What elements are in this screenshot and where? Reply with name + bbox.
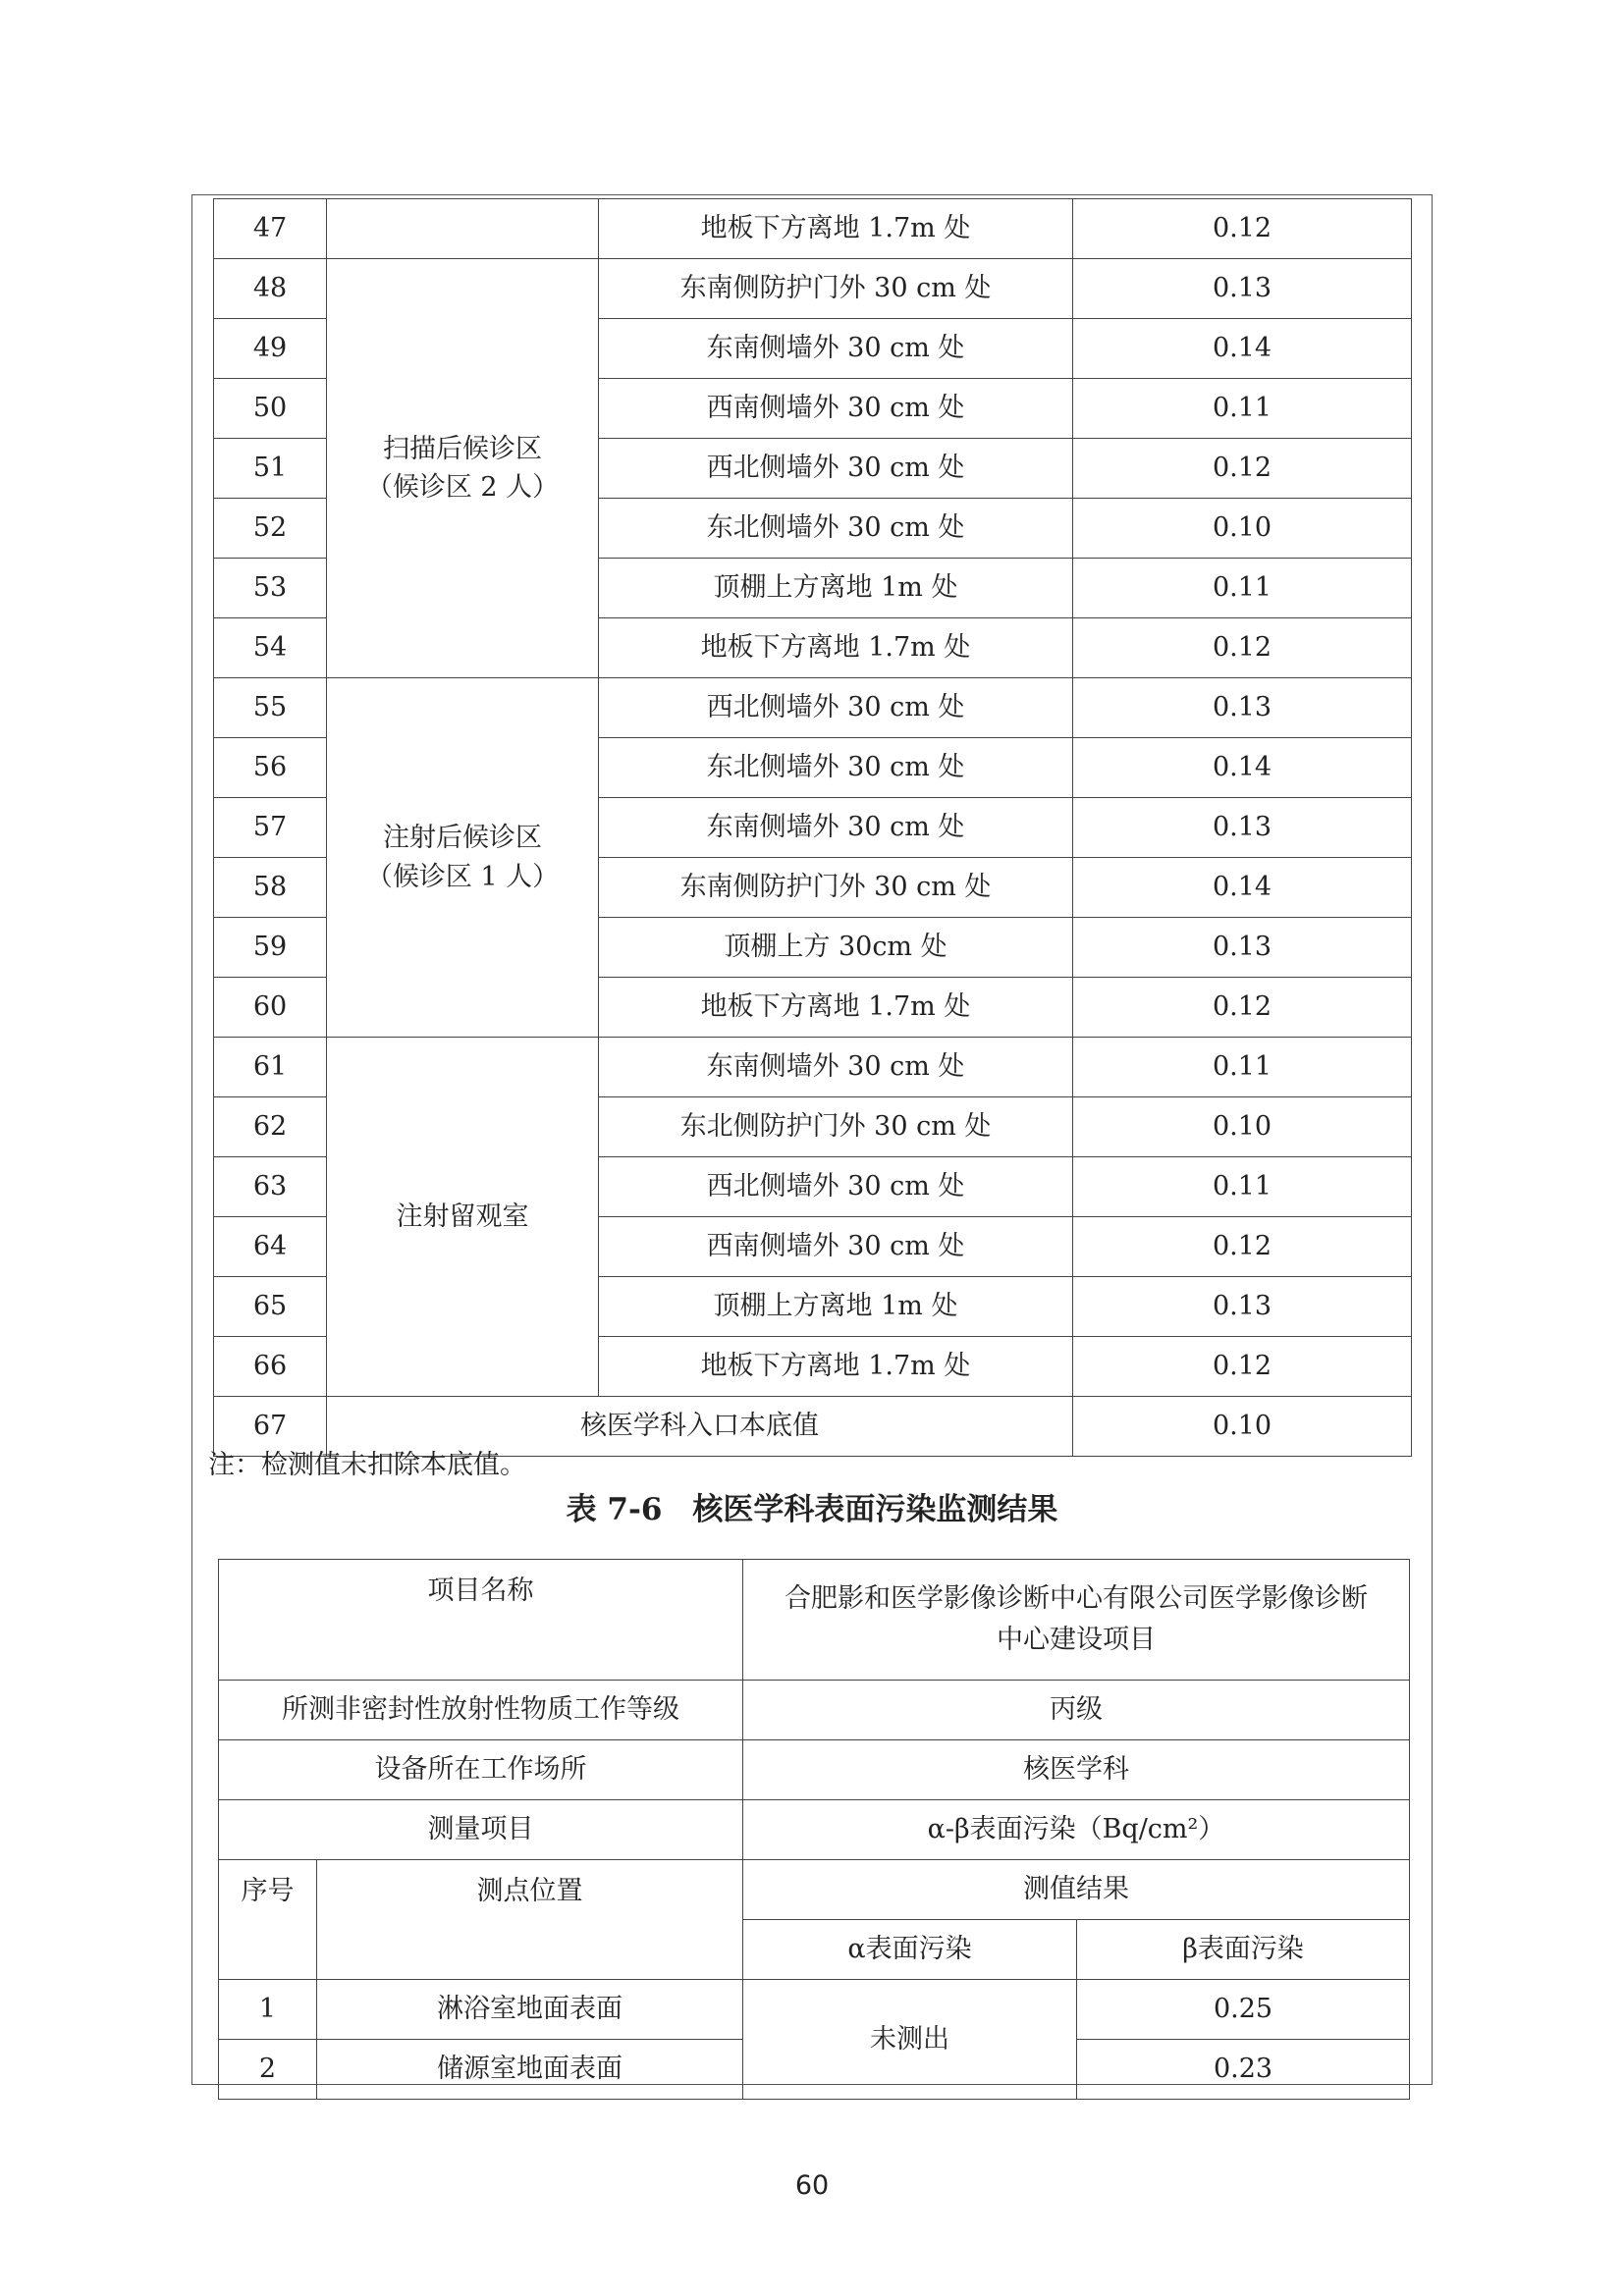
row-number: 57: [214, 798, 327, 858]
point-location: 东南侧墙外 30 cm 处: [599, 1038, 1073, 1097]
row-number: 56: [214, 738, 327, 798]
table-header-row: [219, 1860, 1410, 1920]
point-location: 西北侧墙外 30 cm 处: [599, 678, 1073, 738]
measured-value: 0.14: [1073, 319, 1412, 379]
row-number: 50: [214, 379, 327, 439]
alpha-result: 未测出: [743, 1980, 1077, 2100]
point-location: 东南侧墙外 30 cm 处: [599, 319, 1073, 379]
workplace-label: 设备所在工作场所: [219, 1740, 743, 1800]
point-location: 东南侧防护门外 30 cm 处: [599, 858, 1073, 918]
row-number: 49: [214, 319, 327, 379]
measured-value: 0.11: [1073, 1157, 1412, 1217]
row-number: 63: [214, 1157, 327, 1217]
col-header-beta: β表面污染: [1077, 1920, 1410, 1980]
area-cell: [327, 199, 599, 259]
measured-value: 0.12: [1073, 199, 1412, 259]
point-location: 西北侧墙外 30 cm 处: [599, 1157, 1073, 1217]
row-number: 58: [214, 858, 327, 918]
point-location: 顶棚上方离地 1m 处: [599, 559, 1073, 618]
point-location: 储源室地面表面: [317, 2040, 743, 2100]
table-row: [219, 1800, 1410, 1860]
measured-value: 0.11: [1073, 379, 1412, 439]
point-location: 东南侧墙外 30 cm 处: [599, 798, 1073, 858]
point-location: 地板下方离地 1.7m 处: [599, 978, 1073, 1038]
table-row: [214, 199, 1412, 259]
point-location: 东北侧墙外 30 cm 处: [599, 499, 1073, 559]
row-number: 52: [214, 499, 327, 559]
measured-value: 0.10: [1073, 1397, 1412, 1457]
col-header-result: 测值结果: [743, 1860, 1410, 1920]
row-number: 47: [214, 199, 327, 259]
measured-value: 0.13: [1073, 798, 1412, 858]
work-level-label: 所测非密封性放射性物质工作等级: [219, 1681, 743, 1740]
table-row: [219, 1560, 1410, 1681]
project-name-value: 合肥影和医学影像诊断中心有限公司医学影像诊断 中心建设项目: [743, 1560, 1410, 1681]
row-number: 54: [214, 618, 327, 678]
row-number: 1: [219, 1980, 317, 2040]
project-name-label: 项目名称: [219, 1560, 743, 1681]
work-level-value: 丙级: [743, 1681, 1410, 1740]
measured-value: 0.14: [1073, 858, 1412, 918]
point-location: 东北侧墙外 30 cm 处: [599, 738, 1073, 798]
measured-value: 0.13: [1073, 918, 1412, 978]
measured-value: 0.13: [1073, 678, 1412, 738]
row-number: 66: [214, 1337, 327, 1397]
row-number: 65: [214, 1277, 327, 1337]
workplace-value: 核医学科: [743, 1740, 1410, 1800]
row-number: 61: [214, 1038, 327, 1097]
row-number: 59: [214, 918, 327, 978]
point-location: 东北侧防护门外 30 cm 处: [599, 1097, 1073, 1157]
radiation-dose-table: [213, 198, 1412, 1457]
point-location: 西北侧墙外 30 cm 处: [599, 439, 1073, 499]
point-location: 西南侧墙外 30 cm 处: [599, 1217, 1073, 1277]
row-number: 64: [214, 1217, 327, 1277]
measured-value: 0.13: [1073, 259, 1412, 319]
row-number: 60: [214, 978, 327, 1038]
table-row: [214, 259, 1412, 319]
point-location: 地板下方离地 1.7m 处: [599, 618, 1073, 678]
measured-value: 0.12: [1073, 439, 1412, 499]
row-number: 48: [214, 259, 327, 319]
point-location: 西南侧墙外 30 cm 处: [599, 379, 1073, 439]
beta-result: 0.25: [1077, 1980, 1410, 2040]
measured-value: 0.11: [1073, 1038, 1412, 1097]
table-row: [219, 1980, 1410, 2040]
area-cell: 注射留观室: [327, 1038, 599, 1397]
measured-value: 0.12: [1073, 978, 1412, 1038]
row-number: 51: [214, 439, 327, 499]
col-header-no: 序号: [219, 1860, 317, 1980]
table-row: [214, 1038, 1412, 1097]
row-number: 2: [219, 2040, 317, 2100]
point-location: 地板下方离地 1.7m 处: [599, 1337, 1073, 1397]
table-caption: 表 7-6 核医学科表面污染监测结果: [566, 1492, 1058, 1527]
point-location: 地板下方离地 1.7m 处: [599, 199, 1073, 259]
measured-value: 0.10: [1073, 1097, 1412, 1157]
row-number: 55: [214, 678, 327, 738]
measured-value: 0.14: [1073, 738, 1412, 798]
point-location: 东南侧防护门外 30 cm 处: [599, 259, 1073, 319]
area-cell: 注射后候诊区 （候诊区 1 人）: [327, 678, 599, 1038]
table-row: [219, 1681, 1410, 1740]
measure-item-value: α-β表面污染（Bq/cm²）: [743, 1800, 1410, 1860]
measured-value: 0.12: [1073, 1217, 1412, 1277]
measured-value: 0.13: [1073, 1277, 1412, 1337]
row-number: 67: [214, 1397, 327, 1457]
point-location: 淋浴室地面表面: [317, 1980, 743, 2040]
measured-value: 0.12: [1073, 618, 1412, 678]
measure-item-label: 测量项目: [219, 1800, 743, 1860]
point-location: 顶棚上方 30cm 处: [599, 918, 1073, 978]
row-number: 53: [214, 559, 327, 618]
measured-value: 0.11: [1073, 559, 1412, 618]
surface-contamination-table: [218, 1559, 1410, 2100]
beta-result: 0.23: [1077, 2040, 1410, 2100]
measured-value: 0.10: [1073, 499, 1412, 559]
table-row: [219, 1740, 1410, 1800]
point-location: 顶棚上方离地 1m 处: [599, 1277, 1073, 1337]
table-row: [214, 678, 1412, 738]
measured-value: 0.12: [1073, 1337, 1412, 1397]
page-number: 60: [794, 2170, 830, 2201]
col-header-location: 测点位置: [317, 1860, 743, 1980]
area-cell: 扫描后候诊区 （候诊区 2 人）: [327, 259, 599, 678]
row-number: 62: [214, 1097, 327, 1157]
col-header-alpha: α表面污染: [743, 1920, 1077, 1980]
point-location: 核医学科入口本底值: [327, 1397, 1073, 1457]
table-note: 注：检测值未扣除本底值。: [208, 1450, 526, 1480]
